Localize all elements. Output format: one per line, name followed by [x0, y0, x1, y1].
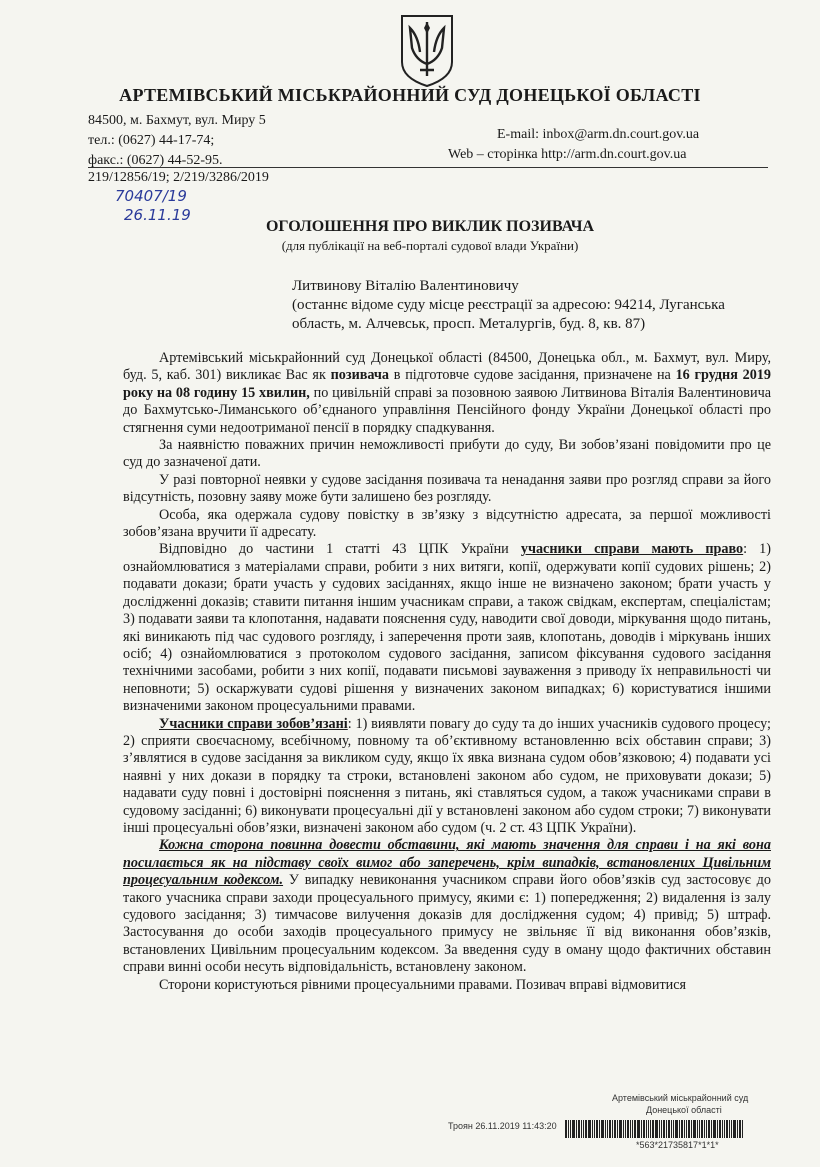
paragraph-equal-rights: Сторони користуються рівними процесуальними правами. Позивач вправі відмовитися [159, 976, 687, 993]
court-phone: тел.: (0627) 44-17-74; [88, 133, 215, 148]
barcode-text: *563*21735817*1*1* [636, 1140, 719, 1150]
case-numbers: 219/12856/19; 2/219/3286/2019 [88, 170, 269, 185]
court-address: 84500, м. Бахмут, вул. Миру 5 [88, 113, 266, 128]
stamp-court-region: Донецької області [646, 1105, 722, 1115]
paragraph-participant-rights: Відповідно до частини 1 статті 43 ЦПК України учасники справи мають право: 1) ознайомлюватися з матеріалами справи, робити з них витяги, копії, одержувати копії судових рішень; 2) подавати докази; брати участь у судових засіданнях, якщо інше не визначено законом; брати участь у дослідженні доказів; ставити питання іншим учасникам справи, а також свідкам, експертам, спеціалістам; 3) подавати заяви та клопотання, надавати пояснення суду, наводити свої доводи, міркування щодо питань, які виникають під час судового розгляду, і заперечення проти заяв, клопотань, доводів і міркувань інших осіб; 4) ознайомлюватися з протоколом судового засідання, записом фіксування судового засідання технічними засобами, робити з них копії, подавати письмові зауваження з приводу їх неправильності чи неповноти; 5) оскаржувати судові рішення у визначених законом випадках; 6) користуватися іншими визначеними законом процесуальними правами. [123, 541, 771, 715]
paragraph-summons-delivery: Особа, яка одержала судову повістку в зв’язку з відсутністю адресата, за першої можливості зобов’язана вручити її адресату. [123, 506, 771, 541]
addressee-address-line-1: (останнє відоме суду місце реєстрації за адресою: 94214, Луганська [292, 297, 725, 313]
paragraph-notify-court: За наявністю поважних причин неможливості прибути до суду, Ви зобов’язані повідомити про це суд до зазначеної дати. [123, 437, 771, 471]
trident-emblem-icon [398, 12, 456, 88]
handwritten-registration-number: 70407/19 [115, 187, 187, 205]
notice-body [123, 350, 771, 994]
paragraph-summons: Артемівський міськрайонний суд Донецької області (84500, Донецька обл., м. Бахмут, вул. Миру, буд. 5, каб. 301) викликає Вас як позивача в підготовче судове засідання, призначене на 16 грудня 2019 року на 08 годину 15 хвилин, по цивільній справі за позовною заявою Литвинова Віталія Валентиновича до Бахмутсько-Лиманського об’єднаного управління Пенсійного фонду України Донецької області про стягнення суми недоотриманої пенсії в порядку спадкування. [123, 350, 771, 436]
barcode-icon [565, 1120, 783, 1138]
document-subtitle: (для публікації на веб-порталі судової влади України) [281, 238, 579, 253]
addressee-name: Литвинову Віталію Валентиновичу [292, 278, 519, 294]
handwritten-date: 26.11.19 [124, 206, 191, 224]
court-name: АРТЕМІВСЬКИЙ МІСЬКРАЙОННИЙ СУД ДОНЕЦЬКОЇ ОБЛАСТІ [119, 85, 701, 105]
paragraph-burden-of-proof: Кожна сторона повинна довести обставини, які мають значення для справи і на які вона посилається як на підставу своїх вимог або заперечень, крім випадків, встановлених Цивільним процесуальним кодексом. У випадку невиконання учасником справи його обов’язків суд застосовує до такого учасника справи заходи процесуального примусу, якими є: 1) попередження; 2) видалення із залу судового засідання; 3) тимчасове вилучення доказів для дослідження судом; 4) привід; 5) штраф. Застосування до особи заходів процесуального примусу не звільняє її від виконання обов’язків, встановлених Цивільним процесуальним кодексом. За введення суду в оману щодо фактичних обставин справи винні особи несуть відповідальність, встановлену законом. [123, 837, 771, 976]
court-fax: факс.: (0627) 44-52-95. [88, 153, 223, 168]
stamp-timestamp: Троян 26.11.2019 11:43:20 [448, 1121, 557, 1131]
addressee-address-line-2: область, м. Алчевськ, просп. Металургів, буд. 8, кв. 87) [292, 316, 646, 332]
document-title: ОГОЛОШЕННЯ ПРО ВИКЛИК ПОЗИВАЧА [265, 218, 595, 235]
paragraph-repeated-absence: У разі повторної неявки у судове засідання позивача та ненадання заяви про розгляд справи за його відсутність, позовну заяву може бути залишено без розгляду. [123, 471, 771, 506]
stamp-court-name: Артемівський міськрайонний суд [612, 1093, 749, 1103]
header-divider [88, 167, 768, 168]
court-email: E-mail: inbox@arm.dn.court.gov.ua [497, 127, 700, 142]
paragraph-participant-duties: Учасники справи зобов’язані: 1) виявляти повагу до суду та до інших учасників судового процесу; 2) сприяти своєчасному, всебічному, повному та об’єктивному встановленню всіх обставин справи; 3) з’являтися в судове засідання за викликом суду, якщо їх явка визнана судом обов’язковою; 4) подавати усі наявні у них докази в порядку та строки, встановлені законом або судом, не приховувати докази; 5) надавати суду повні і достовірні пояснення з питань, які ставляться судом, а також учасниками справи в судовому засіданні; 6) виконувати процесуальні дії у встановлені законом або судом строки; 7) виконувати інші процесуальні обов’язки, визначені законом або судом (ч. 2 ст. 43 ЦПК України). [123, 715, 771, 836]
court-website: Web – сторінка http://arm.dn.court.gov.ua [448, 147, 687, 162]
